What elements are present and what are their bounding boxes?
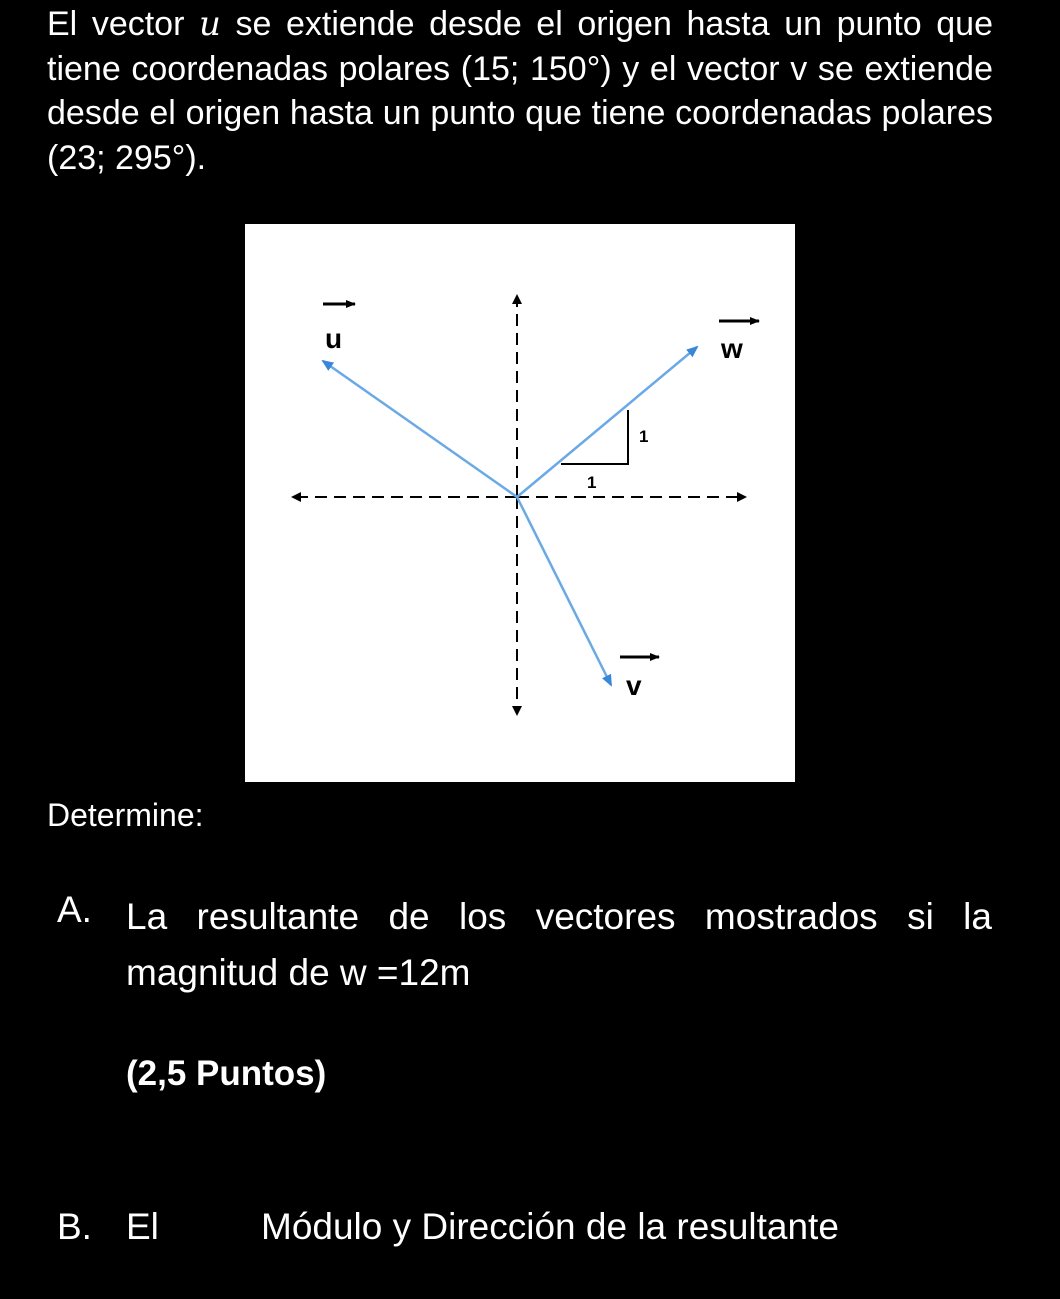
item-b-letter: B. <box>57 1206 92 1247</box>
v-label: v <box>626 670 642 701</box>
item-b-el: El <box>126 1206 159 1247</box>
problem-statement <box>47 2 993 180</box>
vector-u <box>323 361 517 497</box>
w-label: w <box>721 333 743 364</box>
item-a-text: La resultante de los vectores mostrados si la magnitud de w =12m <box>126 896 992 993</box>
item-a-letter: A. <box>57 889 92 930</box>
slope-rise-label: 1 <box>639 427 649 446</box>
vector-diagram-svg <box>245 224 795 782</box>
determine-heading: Determine: <box>47 797 204 833</box>
slope-triangle <box>561 410 628 464</box>
u-label: u <box>325 323 343 354</box>
vector-w <box>517 347 697 497</box>
intro-text-rest: se extiende desde el origen hasta un punto que tiene coordenadas polares (15; 150°) y el vector v se extiende desde el origen hasta un punto que tiene coordenadas polares (23; 295°). <box>47 5 993 177</box>
vector-v <box>517 497 611 685</box>
vector-diagram <box>245 224 795 782</box>
item-b-text: Módulo y Dirección de la resultante <box>261 1206 839 1247</box>
vector-u-symbol: u <box>198 4 221 44</box>
slope-run-label: 1 <box>587 473 597 492</box>
points-label: (2,5 Puntos) <box>126 1054 327 1093</box>
intro-text-start: El vector <box>47 5 199 43</box>
